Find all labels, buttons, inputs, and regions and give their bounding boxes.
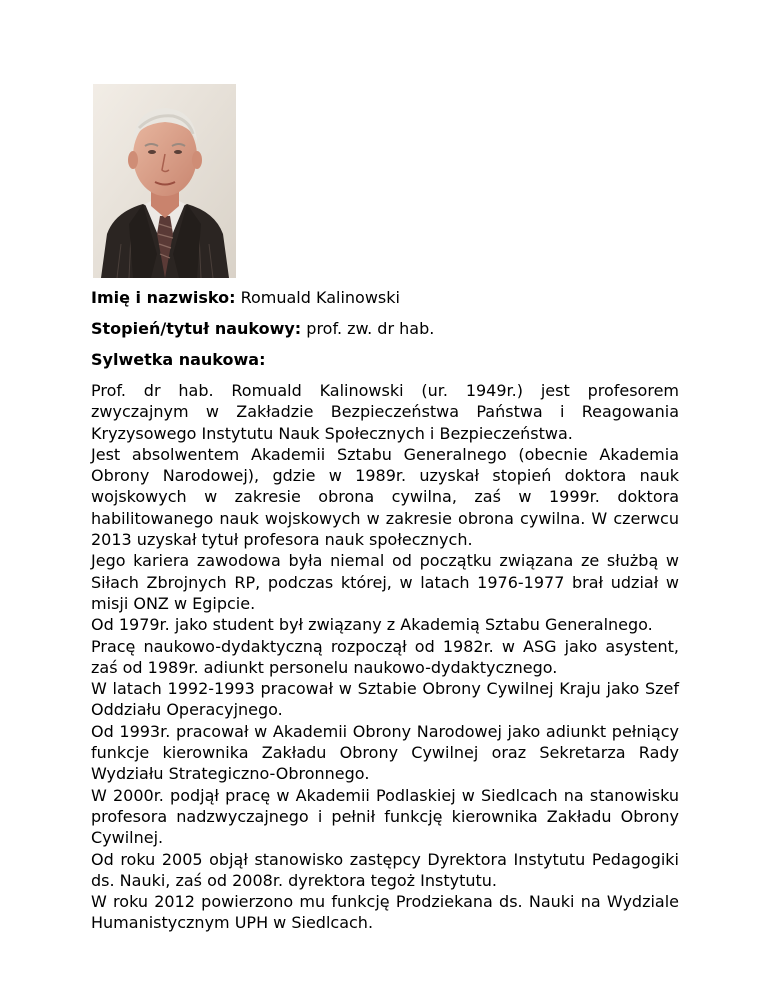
name-value: Romuald Kalinowski xyxy=(240,288,400,307)
degree-field xyxy=(91,319,434,339)
bio-paragraph: Od 1993r. pracował w Akademii Obrony Narodowej jako adiunkt pełniący funkcje kierownika Zakładu Obrony Cywilnej oraz Sekretarza Rady Wydziału Strategiczno-Obronnego. xyxy=(91,721,679,784)
biography xyxy=(91,380,679,934)
bio-paragraph: W roku 2012 powierzono mu funkcję Prodziekana ds. Nauki na Wydziale Humanistycznym UPH w Siedlcach. xyxy=(91,892,679,933)
bio-paragraph: Pracę naukowo-dydaktyczną rozpoczął od 1982r. w ASG jako asystent, zaś od 1989r. adiunkt personelu naukowo-dydaktycznego. xyxy=(91,636,679,677)
name-label: Imię i nazwisko: xyxy=(91,288,236,307)
bio-paragraph: W latach 1992-1993 pracował w Sztabie Obrony Cywilnej Kraju jako Szef Oddziału Operacyjnego. xyxy=(91,679,679,720)
bio-paragraph: Jego kariera zawodowa była niemal od początku związana ze służbą w Siłach Zbrojnych RP, podczas której, w latach 1976-1977 brał udział w misji ONZ w Egipcie. xyxy=(91,551,679,613)
degree-label: Stopień/tytuł naukowy: xyxy=(91,319,302,338)
bio-paragraph: Jest absolwentem Akademii Sztabu Generalnego (obecnie Akademia Obrony Narodowej), gdzie w 1989r. uzyskał stopień doktora nauk wojskowych w zakresie obrona cywilna, zaś w 1999r. doktora habilitowanego nauk wojskowych w zakresie obrona cywilna. W czerwcu 2013 uzyskał tytuł profesora nauk społecznych. xyxy=(91,444,679,550)
portrait-photo xyxy=(93,84,236,278)
bio-paragraph: W 2000r. podjął pracę w Akademii Podlaskiej w Siedlcach na stanowisku profesora nadzwyczajnego i pełnił funkcję kierownika Zakładu Obrony Cywilnej. xyxy=(91,785,679,848)
profile-heading xyxy=(91,350,265,370)
profile-label: Sylwetka naukowa: xyxy=(91,350,266,369)
bio-paragraph: Od roku 2005 objął stanowisko zastępcy Dyrektora Instytutu Pedagogiki ds. Nauki, zaś od 2008r. dyrektora tegoż Instytutu. xyxy=(91,849,679,890)
name-field xyxy=(91,288,400,308)
bio-paragraph: Prof. dr hab. Romuald Kalinowski (ur. 1949r.) jest profesorem zwyczajnym w Zakładzie Bezpieczeństwa Państwa i Reagowania Kryzysowego Instytutu Nauk Społecznych i Bezpieczeństwa. xyxy=(91,381,679,443)
bio-paragraph: Od 1979r. jako student był związany z Akademią Sztabu Generalnego. xyxy=(91,615,653,635)
degree-value: prof. zw. dr hab. xyxy=(306,319,435,338)
